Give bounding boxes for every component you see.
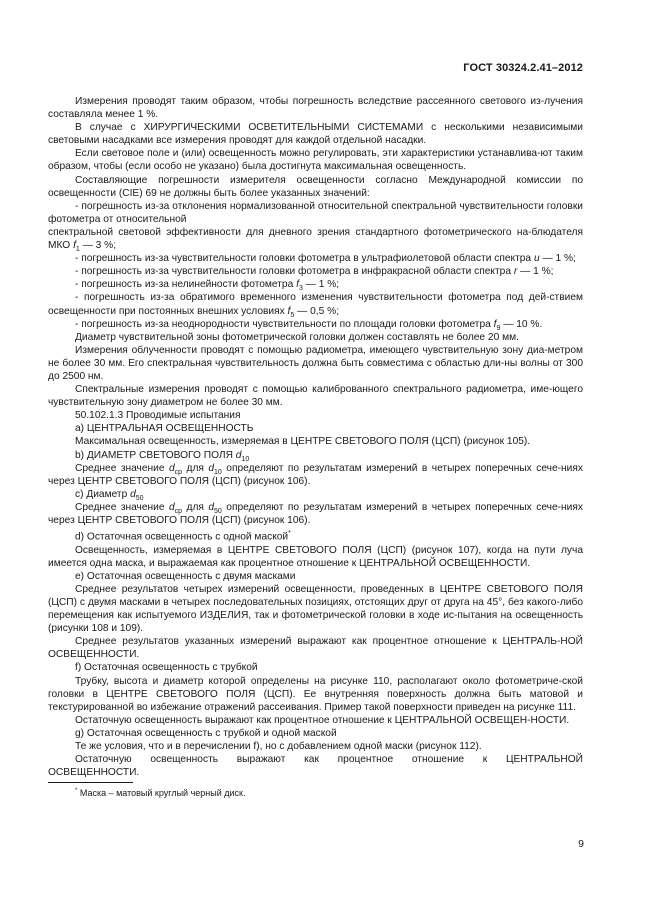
paragraph: Освещенность, измеряемая в ЦЕНТРЕ СВЕТОВОГО ПОЛЯ (ЦСП) (рисунок 107), когда на пути луча имеется одна маска, и выражаемая как процентное отношение к ЦЕНТРАЛЬНОЙ ОСВЕЩЕННОСТИ. xyxy=(48,544,583,569)
footnote: * Маска – матовый круглый черный диск. xyxy=(75,788,246,799)
paragraph: Те же условия, что и в перечислении f), но с добавлением одной маски (рисунок 112). xyxy=(75,740,482,752)
item-heading: e) Остаточная освещенность с двумя масками xyxy=(75,570,296,582)
page-number: 9 xyxy=(578,838,584,850)
paragraph: Максимальная освещенность, измеряемая в ЦЕНТРЕ СВЕТОВОГО ПОЛЯ (ЦСП) (рисунок 105). xyxy=(75,436,531,448)
paragraph: Составляющие погрешности измерителя освещенности согласно Международной комиссии по освещенности (CIE) 69 не должны быть более указанных значений: xyxy=(48,174,583,199)
item-heading: g) Остаточная освещенность с трубкой и одной маской xyxy=(75,727,337,739)
list-item: - погрешность из-за чувствительности головки фотометра в ультрафиолетовой области спектра u — 1 %; xyxy=(75,253,576,265)
item-heading: а) ЦЕНТРАЛЬНАЯ ОСВЕЩЕННОСТЬ xyxy=(75,423,254,435)
list-item: - погрешность из-за чувствительности головки фотометра в инфракрасной области спектра r — 1 %; xyxy=(75,266,554,278)
list-item: - погрешность из-за обратимого временного изменения чувствительности фотометра под дей-ствием освещенности при постоянных внешних условиях $f_5$ — 0,5 %; xyxy=(48,292,583,319)
paragraph: Среднее результатов четырех измерений освещенности, проведенных в ЦЕНТРЕ СВЕТОВОГО ПОЛЯ (ЦСП) с двумя масками в четырех последовательных позициях, отстоящих друг от друга на 45°, без какого-либо перемещения как испытуемого ИЗДЕЛИЯ, так и фотометрической головки в ходе ис-пытания на освещенность (рисунки 108 и 109). xyxy=(48,583,583,635)
paragraph: Среднее значение $d_{ср}$ для $d_{50}$ определяют по результатам измерений в четырех поперечных сече-ниях через ЦЕНТР СВЕТОВОГО ПОЛЯ (ЦСП) (рисунок 106). xyxy=(48,501,583,526)
paragraph: В случае с ХИРУРГИЧЕСКИМИ ОСВЕТИТЕЛЬНЫМИ СИСТЕМАМИ с несколькими независимыми световыми насадками все измерения проводят для каждой отдельной насадки. xyxy=(48,122,583,147)
paragraph: Остаточную освещенность выражают как процентное отношение к ЦЕНТРАЛЬНОЙ xyxy=(75,754,583,766)
document-header: ГОСТ 30324.2.41–2012 xyxy=(463,62,583,74)
paragraph: Среднее значение $d_{ср}$ для $d_{10}$ определяют по результатам измерений в четырех поперечных сече-ниях через ЦЕНТР СВЕТОВОГО ПОЛЯ (ЦСП) (рисунок 106). xyxy=(48,462,583,487)
item-heading: f) Остаточная освещенность с трубкой xyxy=(75,662,258,674)
footnote-divider xyxy=(48,782,133,783)
item-heading: d) Остаточная освещенность с одной маской* xyxy=(75,530,291,543)
item-heading: b) ДИАМЕТР СВЕТОВОГО ПОЛЯ $d_{10}$ xyxy=(75,449,250,463)
paragraph: Диаметр чувствительной зоны фотометрической головки должен составлять не более 20 мм. xyxy=(75,331,519,343)
paragraph: Если световое поле и (или) освещенность можно регулировать, эти характеристики устанавлива-ют таким образом, чтобы (если особо не указано) была достигнута максимальная освещенность. xyxy=(48,148,583,173)
paragraph: ОСВЕЩЕННОСТИ. xyxy=(48,767,140,779)
item-heading: с) Диаметр $d_{50}$ xyxy=(75,488,144,502)
list-item: - погрешность из-за нелинейности фотометра $f_3$ — 1 %; xyxy=(75,279,340,293)
paragraph: Измерения проводят таким образом, чтобы погрешность вследствие рассеянного светового из-лучения составляла менее 1 %. xyxy=(48,96,583,121)
paragraph: Трубку, высота и диаметр которой определены на рисунке 110, располагают около фотометриче-ской головки в ЦЕНТРЕ СВЕТОВОГО ПОЛЯ (ЦСП). Ее внутренняя поверхность должна быть матовой и текстурированной во избежание отражений рассеивания. Пример такой поверхности приведен на рисунке 111. xyxy=(48,675,583,713)
footnote-ref: * xyxy=(288,530,291,538)
paragraph: Измерения облученности проводят с помощью радиометра, имеющего чувствительную зону диа-метром не более 30 мм. Его спектральная чувствительность должна быть совместима с областью дли-ны волны от 300 до 2500 нм. xyxy=(48,344,583,382)
list-item: спектральной световой эффективности для дневного зрения стандартного фотометрического на-блюдателя МКО $f_1$ — 3 %; xyxy=(48,226,583,254)
paragraph: Среднее результатов указанных измерений выражают как процентное отношение к ЦЕНТРАЛЬ-НОЙ ОСВЕЩЕННОСТИ. xyxy=(48,636,583,661)
paragraph: Спектральные измерения проводят с помощью калиброванного спектрального радиометра, име-ющего чувствительную зону диаметром не более 30 мм. xyxy=(48,384,583,409)
document-body xyxy=(48,95,583,799)
list-item: - погрешность из-за отклонения нормализованной относительной спектральной чувствительности головки фотометра от относительной xyxy=(48,200,583,225)
paragraph: Остаточную освещенность выражают как процентное отношение к ЦЕНТРАЛЬНОЙ ОСВЕЩЕН-НОСТИ. xyxy=(75,714,570,726)
list-item: - погрешность из-за неоднородности чувствительности по площади головки фотометра $f_9$ — 10 %. xyxy=(75,318,543,332)
section-heading: 50.102.1.3 Проводимые испытания xyxy=(75,410,241,422)
